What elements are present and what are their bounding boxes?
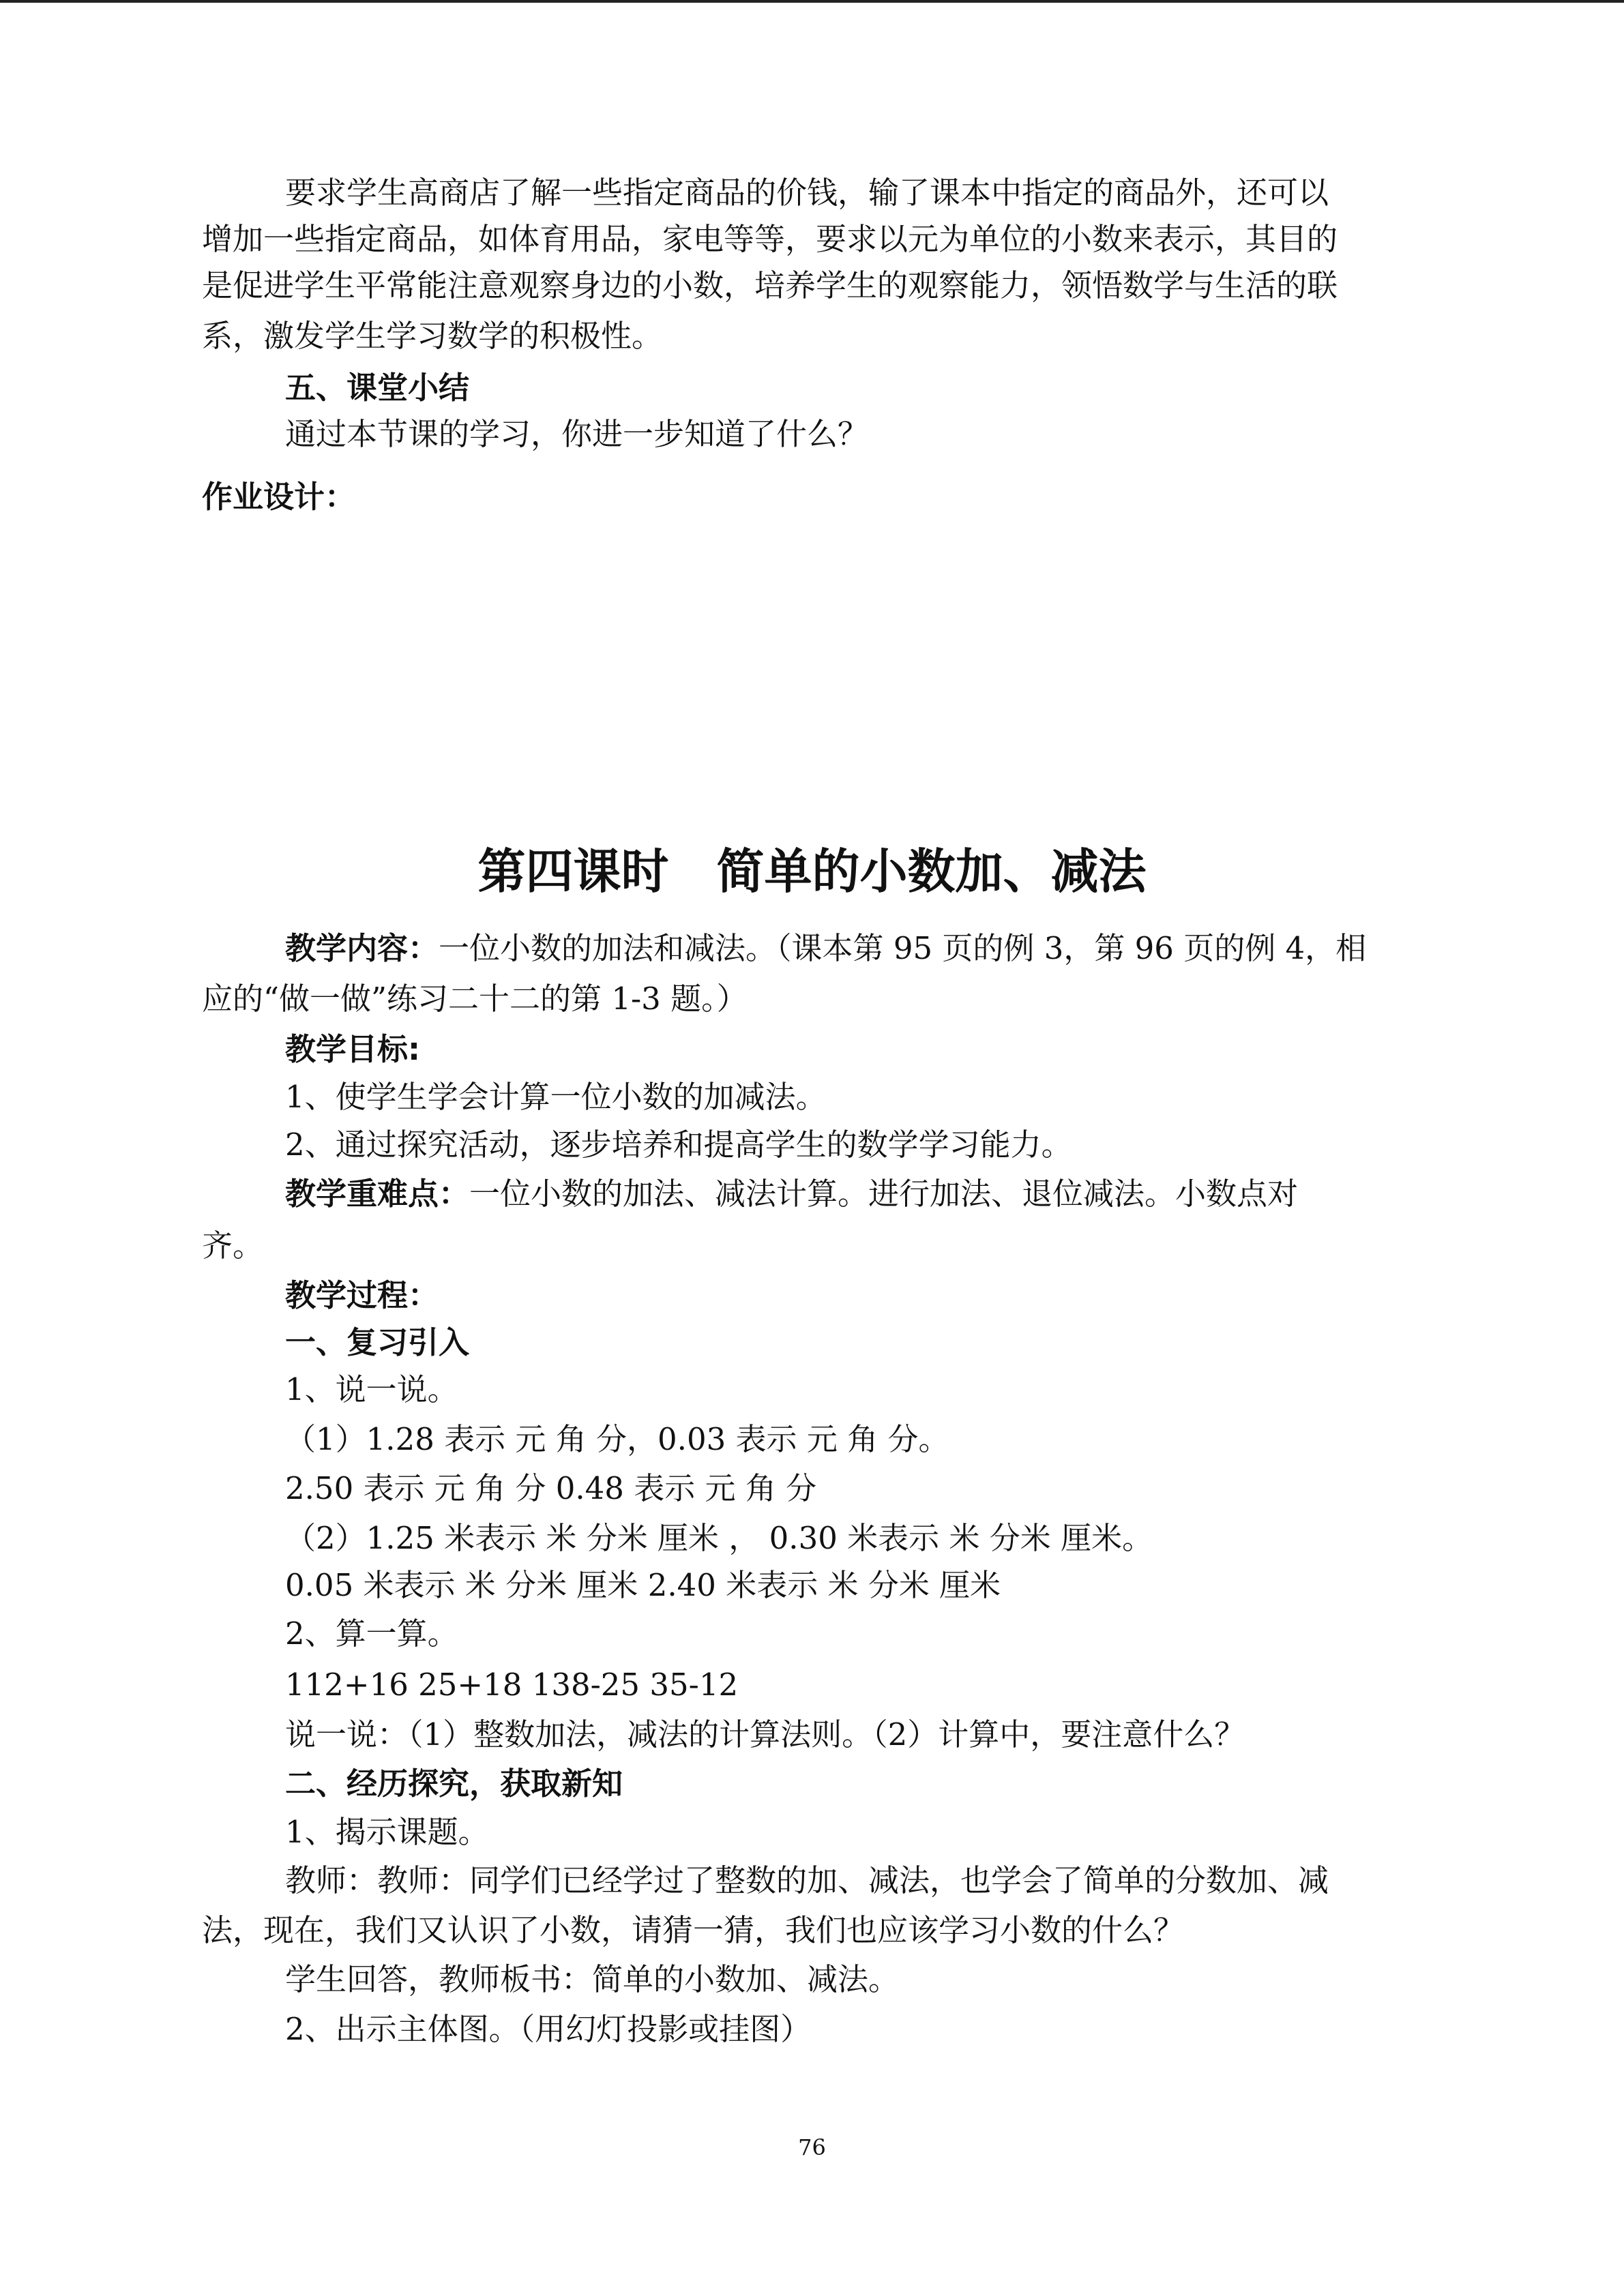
teaching-content-text: 一位小数的加法和减法。（课本第 95 页的例 3，第 96 页的例 4，相 — [439, 930, 1367, 966]
section-heading: 二、经历探究，获取新知 — [285, 1765, 623, 1802]
list-item: 1、揭示课题。 — [285, 1814, 489, 1850]
intro-paragraph-line: 系，激发学生学习数学的积极性。 — [202, 318, 663, 354]
calculation-line: 112+16 25+18 138-25 35-12 — [285, 1667, 739, 1703]
homework-heading: 作业设计： — [202, 479, 356, 515]
intro-paragraph-line: 是促进学生平常能注意观察身边的小数，培养学生的观察能力，领悟数学与生活的联 — [202, 267, 1338, 303]
summary-text: 通过本节课的学习，你进一步知道了什么？ — [285, 416, 869, 452]
lesson-title — [0, 837, 1624, 906]
key-points-text: 一位小数的加法、减法计算。进行加法、退位减法。小数点对 — [469, 1176, 1299, 1212]
teacher-dialogue-line: 教师：教师：同学们已经学过了整数的加、减法，也学会了简单的分数加、减 — [285, 1862, 1329, 1898]
review-question-line: （1）1.28 表示 元 角 分，0.03 表示 元 角 分。 — [285, 1421, 949, 1457]
key-points-line — [285, 1169, 1520, 1219]
teaching-goals-label: 教学目标: — [285, 1031, 420, 1067]
intro-paragraph-line: 增加一些指定商品，如体育用品，家电等等，要求以元为单位的小数来表示，其目的 — [202, 221, 1338, 257]
teaching-content-line — [285, 924, 1520, 973]
section-heading: 一、复习引入 — [285, 1324, 470, 1360]
review-question-line: 0.05 米表示 米 分米 厘米 2.40 米表示 米 分米 厘米 — [285, 1567, 1001, 1603]
page-number: 76 — [798, 2134, 826, 2160]
summary-heading: 五、课堂小结 — [285, 370, 470, 406]
discussion-line: 说一说：（1）整数加法，减法的计算法则。（2）计算中，要注意什么？ — [285, 1716, 1245, 1753]
list-item: 2、算一算。 — [285, 1615, 458, 1652]
list-item: 2、出示主体图。（用幻灯投影或挂图） — [285, 2011, 812, 2047]
teacher-dialogue-line: 法，现在，我们又认识了小数，请猜一猜，我们也应该学习小数的什么？ — [202, 1912, 1185, 1948]
student-answer-line: 学生回答，教师板书：简单的小数加、减法。 — [285, 1961, 900, 1997]
review-question-line: 2.50 表示 元 角 分 0.48 表示 元 角 分 — [285, 1470, 817, 1506]
lesson-title-part1: 第四课时 — [477, 844, 669, 899]
teaching-content-label: 教学内容： — [285, 930, 439, 966]
key-points-line: 齐。 — [202, 1227, 264, 1264]
list-item: 1、说一说。 — [285, 1371, 458, 1407]
teaching-goal-item: 2、通过探究活动，逐步培养和提高学生的数学学习能力。 — [285, 1127, 1072, 1163]
review-question-line: （2）1.25 米表示 米 分米 厘米 ， 0.30 米表示 米 分米 厘米。 — [285, 1520, 1153, 1556]
teaching-content-line: 应的“做一做”练习二十二的第 1-3 题。） — [202, 981, 748, 1017]
lesson-title-part2: 简单的小数加、减法 — [716, 844, 1147, 899]
process-label: 教学过程： — [285, 1277, 439, 1313]
intro-paragraph-line: 要求学生高商店了解一些指定商品的价钱，输了课本中指定的商品外，还可以 — [285, 175, 1329, 211]
teaching-goal-item: 1、使学生学会计算一位小数的加减法。 — [285, 1079, 827, 1115]
key-points-label: 教学重难点： — [285, 1176, 470, 1212]
